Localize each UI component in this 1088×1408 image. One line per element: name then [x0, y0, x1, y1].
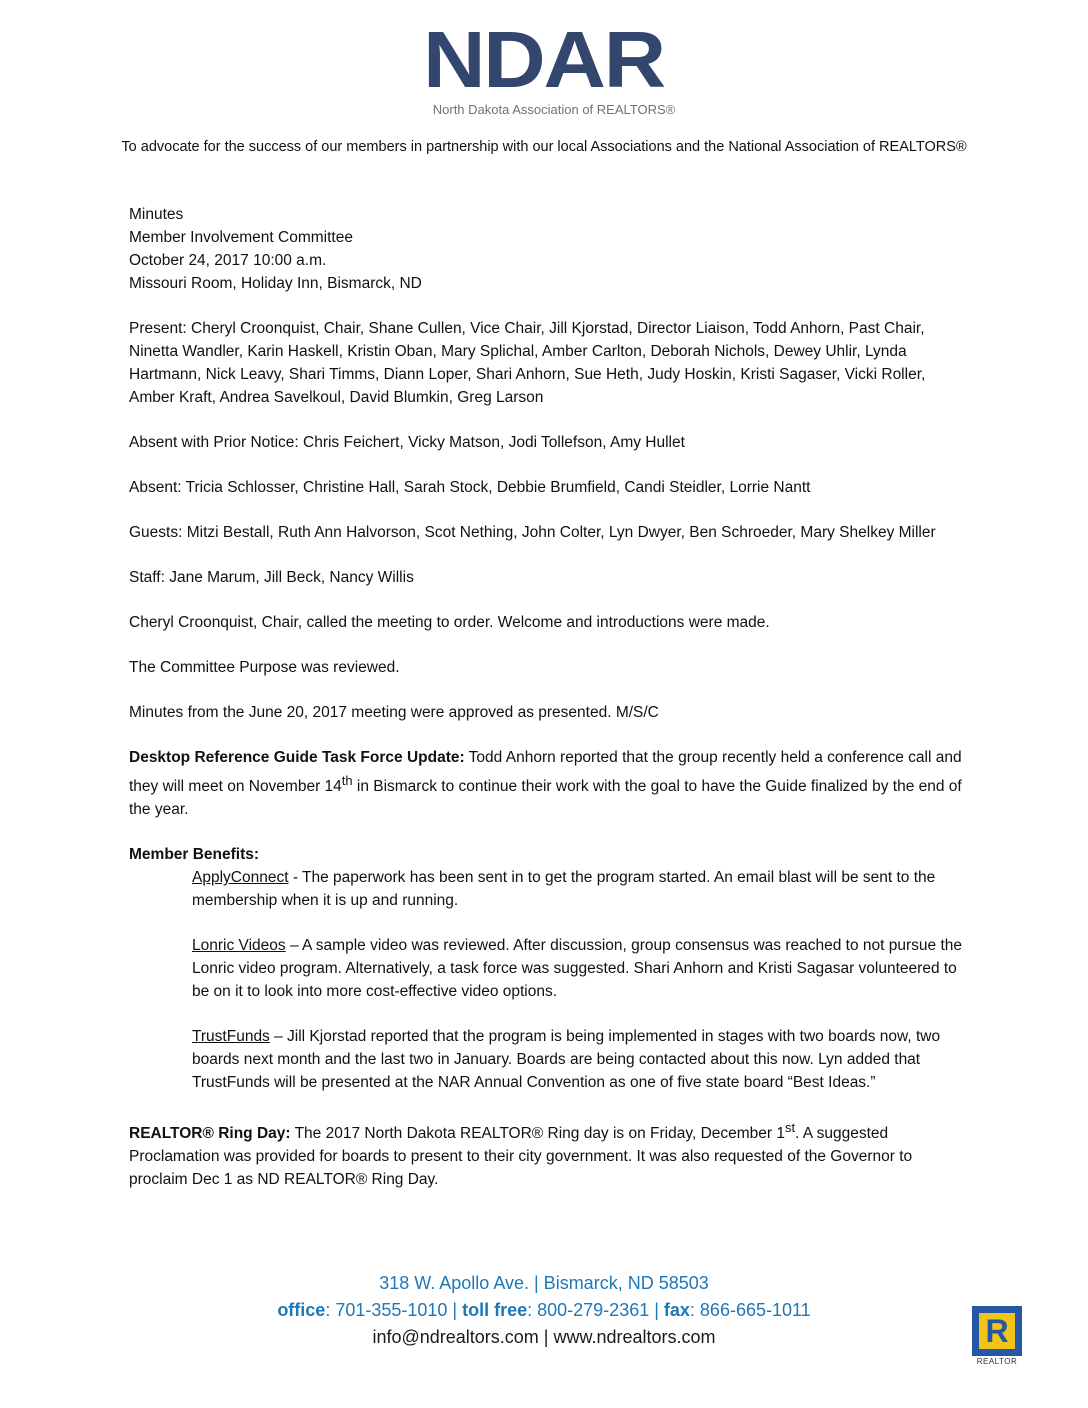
benefit-applyconnect [192, 866, 964, 912]
minutes-approved: Minutes from the June 20, 2017 meeting were approved as presented. M/S/C [129, 704, 659, 721]
benefit-name: Lonric Videos [192, 937, 286, 955]
benefit-name: ApplyConnect [192, 869, 289, 887]
member-benefits-list [129, 866, 964, 1094]
desktop-guide-update [129, 746, 964, 821]
benefit-name: TrustFunds [192, 1028, 270, 1046]
desktop-guide-sup: th [341, 773, 353, 788]
realtor-letter: R [979, 1313, 1015, 1349]
benefit-text: – Jill Kjorstad reported that the program is being implemented in stages with two boards now, two boards next month and the last two in January. Boards are being contacted about this now. Lyn added that TrustFunds will be presented at the NAR Annual Convention as one of five state board “Best Ideas.” [192, 1028, 941, 1092]
benefit-text: – A sample video was reviewed. After discussion, group consensus was reached to not pursue the Lonric video program. Alternatively, a task force was suggested. Shari Anhorn and Kristi Sagasar volunteered to be on it to look into more cost-effective video options. [192, 937, 963, 1001]
ring-day-text-2: . A suggested Proclamation was provided for boards to present to their city government. It was also requested of the Governor to proclaim Dec 1 as ND REALTOR® Ring Day. [129, 1125, 913, 1189]
ring-day-text-1: The 2017 North Dakota REALTOR® Ring day is on Friday, December 1 [290, 1125, 785, 1143]
ring-day-heading: REALTOR® Ring Day: [129, 1125, 291, 1143]
benefit-trustfunds [192, 1025, 964, 1094]
office-number: : 701-355-1010 | [325, 1300, 463, 1320]
present-list: Present: Cheryl Croonquist, Chair, Shane Cullen, Vice Chair, Jill Kjorstad, Director Liaison, Todd Anhorn, Past Chair, Ninetta Wandler, Karin Haskell, Kristin Oban, Mary Splichal, Amber Carlton, Deborah Nichols, Dewey Uhlir, Lynda Hartmann, Nick Leavy, Shari Timms, Diann Loper, Shari Anhorn, Sue Heth, Judy Hoskin, Kristi Sagaser, Vicki Roller, Amber Kraft, Andrea Savelkoul, David Blumkin, Greg Larson [129, 320, 926, 406]
minutes-body [129, 203, 964, 1213]
desktop-guide-text-1: Todd Anhorn reported that the group recently held a conference call and they will meet on November 14 [129, 749, 962, 796]
office-label: office [277, 1300, 326, 1320]
meeting-header [129, 203, 964, 295]
footer-contact: info@ndrealtors.com | www.ndrealtors.com [372, 1327, 716, 1347]
realtor-text: REALTOR [976, 1357, 1018, 1366]
benefit-lonric-videos [192, 934, 964, 1003]
benefit-text: - The paperwork has been sent in to get the program started. An email blast will be sent to the membership when it is up and running. [192, 869, 936, 910]
tollfree-label: toll free [462, 1300, 528, 1320]
fax-number: : 866-665-1011 [689, 1300, 811, 1320]
footer-phones [0, 1297, 1088, 1324]
ndar-logo [0, 15, 1088, 117]
desktop-guide-text-2: in Bismarck to continue their work with the goal to have the Guide finalized by the end of the year. [129, 778, 962, 819]
realtor-box [972, 1306, 1022, 1356]
staff-list: Staff: Jane Marum, Jill Beck, Nancy Willis [129, 569, 414, 586]
desktop-guide-heading: Desktop Reference Guide Task Force Update: [129, 749, 465, 766]
call-to-order: Cheryl Croonquist, Chair, called the meeting to order. Welcome and introductions were made. [129, 614, 770, 631]
logo-tagline: North Dakota Association of REALTORS® [432, 102, 676, 117]
purpose-reviewed: The Committee Purpose was reviewed. [129, 659, 400, 676]
meeting-location: Missouri Room, Holiday Inn, Bismarck, ND [129, 275, 422, 292]
meeting-date: October 24, 2017 10:00 a.m. [129, 252, 327, 269]
footer-address: 318 W. Apollo Ave. | Bismarck, ND 58503 [379, 1273, 709, 1293]
letterhead-footer [0, 1270, 1088, 1351]
fax-label: fax [663, 1300, 690, 1320]
realtor-logo-icon [968, 1306, 1026, 1366]
member-benefits-heading: Member Benefits: [129, 846, 260, 864]
absent-list: Absent: Tricia Schlosser, Christine Hall, Sarah Stock, Debbie Brumfield, Candi Steidler, Lorrie Nantt [129, 479, 811, 496]
logo-wordmark: NDAR [423, 15, 665, 104]
ring-day-sup: st [785, 1120, 796, 1136]
ring-day [129, 1116, 964, 1191]
committee-name: Member Involvement Committee [129, 229, 353, 246]
guests-list: Guests: Mitzi Bestall, Ruth Ann Halvorson, Scot Nething, John Colter, Lyn Dwyer, Ben Schroeder, Mary Shelkey Miller [129, 524, 936, 541]
tollfree-number: : 800-279-2361 | [527, 1300, 664, 1320]
mission-statement: To advocate for the success of our members in partnership with our local Associations and the National Association of REALTORS® [121, 139, 967, 155]
doc-type: Minutes [129, 206, 184, 223]
absent-notice-list: Absent with Prior Notice: Chris Feichert, Vicky Matson, Jodi Tollefson, Amy Hullet [129, 434, 685, 451]
